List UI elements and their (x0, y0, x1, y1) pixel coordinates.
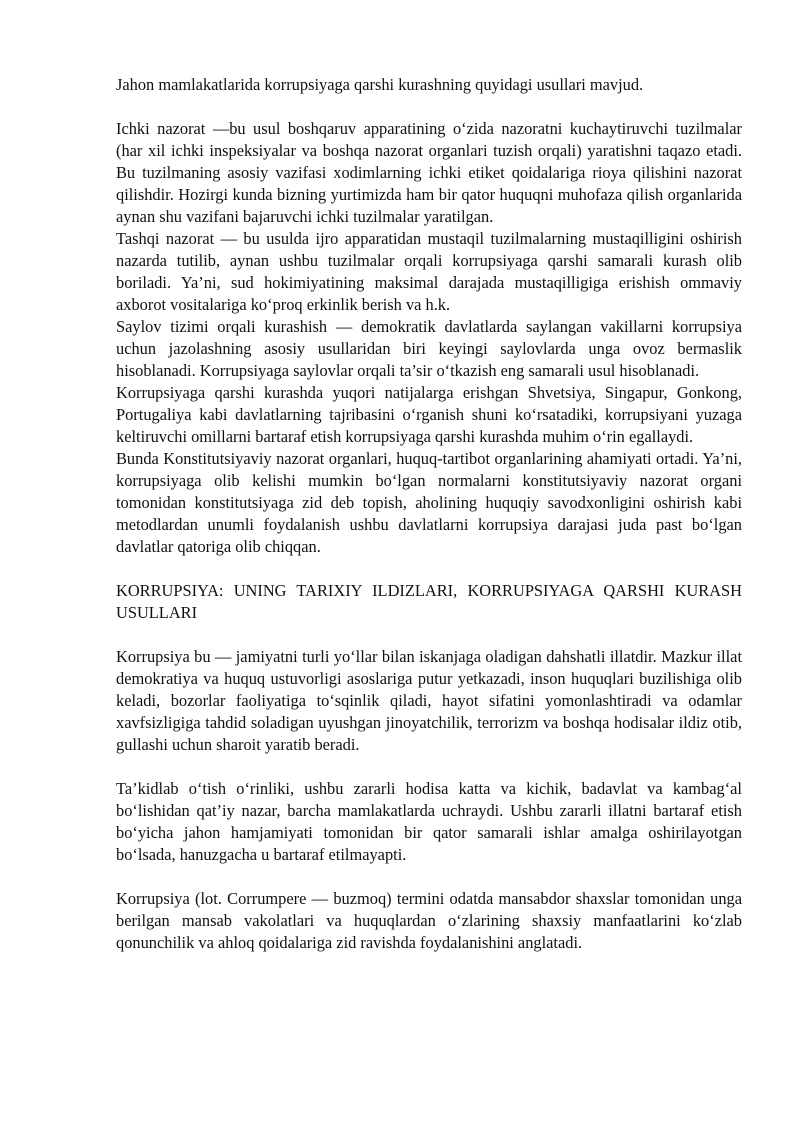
section-heading: KORRUPSIYA: UNING TARIXIY ILDIZLARI, KORRUPSIYAGA QARSHI KURASH USULLARI (116, 581, 742, 622)
method-internal-control: Ichki nazorat —bu usul boshqaruv apparatining o‘zida nazoratni kuchaytiruvchi tuzilmalar (har xil ichki inspeksiyalar va boshqa nazorat organlari tuzish orqali) yaratishni taqazo etadi. Bu tuzilmaning asosiy vazifasi xodimlarning ichki etiket qoidalariga rioya qilishini nazorat qilishdir. Hozirgi kunda bizning yurtimizda ham bir qator huquqni muhofaza qilish organlarida aynan shu vazifani bajaruvchi ichki tuzilmalar yaratilgan. (116, 119, 742, 226)
method-external-control: Tashqi nazorat — bu usulda ijro apparatidan mustaqil tuzilmalarning mustaqilligini oshirish nazarda tutilib, aynan ushbu tuzilmalar orqali korrupsiyaga qarshi samarali kurash olib boriladi. Ya’ni, sud hokimiyatining maksimal darajada mustaqilligiga erishish ommaviy axborot vositalariga ko‘proq erkinlik berish va h.k. (116, 229, 742, 314)
intro-paragraph: Jahon mamlakatlarida korrupsiyaga qarshi kurashning quyidagi usullari mavjud. (116, 75, 644, 94)
body-paragraph: Korrupsiya (lot. Corrumpere — buzmoq) termini odatda mansabdor shaxslar tomonidan unga berilgan mansab vakolatlari va huquqlardan o‘zlarining shaxsiy manfaatlarini ko‘zlab qonunchilik va ahloq qoidalariga zid ravishda foydalanishini anglatadi. (116, 889, 742, 952)
document-page (116, 74, 742, 954)
paragraph-gap (116, 866, 742, 888)
method-country-experience: Korrupsiyaga qarshi kurashda yuqori natijalarga erishgan Shvetsiya, Singapur, Gonkong, Portugaliya kabi davlatlarning tajribasini o‘rganish shuni ko‘rsatadiki, korrupsiyani yuzaga keltiruvchi omillarni bartaraf etish korrupsiyaga qarshi kurashda muhim o‘rin egallaydi. (116, 383, 742, 446)
paragraph-gap (116, 96, 742, 118)
paragraph-gap (116, 558, 742, 580)
body-paragraph: Korrupsiya bu — jamiyatni turli yo‘llar bilan iskanjaga oladigan dahshatli illatdir. Mazkur illat demokratiya va huquq ustuvorligi asoslariga putur yetkazadi, inson huquqlari buzilishiga olib keladi, bozorlar faoliyatiga to‘sqinlik qiladi, hayot sifatini yomonlashtiradi va odamlar xavfsizligiga tahdid soladigan uyushgan jinoyatchilik, terrorizm va boshqa hodisalar ildiz otib, gullashi uchun sharoit yaratib beradi. (116, 647, 742, 754)
method-electoral-system: Saylov tizimi orqali kurashish — demokratik davlatlarda saylangan vakillarni korrupsiya uchun jazolashning asosiy usullaridan biri keyingi saylovlarda unga ovoz bermaslik hisoblanadi. Korrupsiyaga saylovlar orqali ta’sir o‘tkazish eng samarali usul hisoblanadi. (116, 317, 742, 380)
method-constitutional-control: Bunda Konstitutsiyaviy nazorat organlari, huquq-tartibot organlarining ahamiyati ortadi. Ya’ni, korrupsiyaga olib kelishi mumkin bo‘lgan normalarni konstitutsiyaviy nazorat organi tomonidan konstitutsiyaga zid deb topish, aholining huquqiy savodxonligini oshirish kabi metodlardan unumli foydalanish ushbu davlatlarni korrupsiya darajasi juda past bo‘lgan davlatlar qatoriga olib chiqqan. (116, 449, 742, 556)
paragraph-gap (116, 756, 742, 778)
paragraph-gap (116, 624, 742, 646)
body-paragraph: Ta’kidlab o‘tish o‘rinliki, ushbu zararli hodisa katta va kichik, badavlat va kambag‘al bo‘lishidan qat’iy nazar, barcha mamlakatlarda uchraydi. Ushbu zararli illatni bartaraf etish bo‘yicha jahon hamjamiyati tomonidan bir qator samarali ishlar amalga oshirilayotgan bo‘lsada, hanuzgacha u bartaraf etilmayapti. (116, 779, 742, 864)
